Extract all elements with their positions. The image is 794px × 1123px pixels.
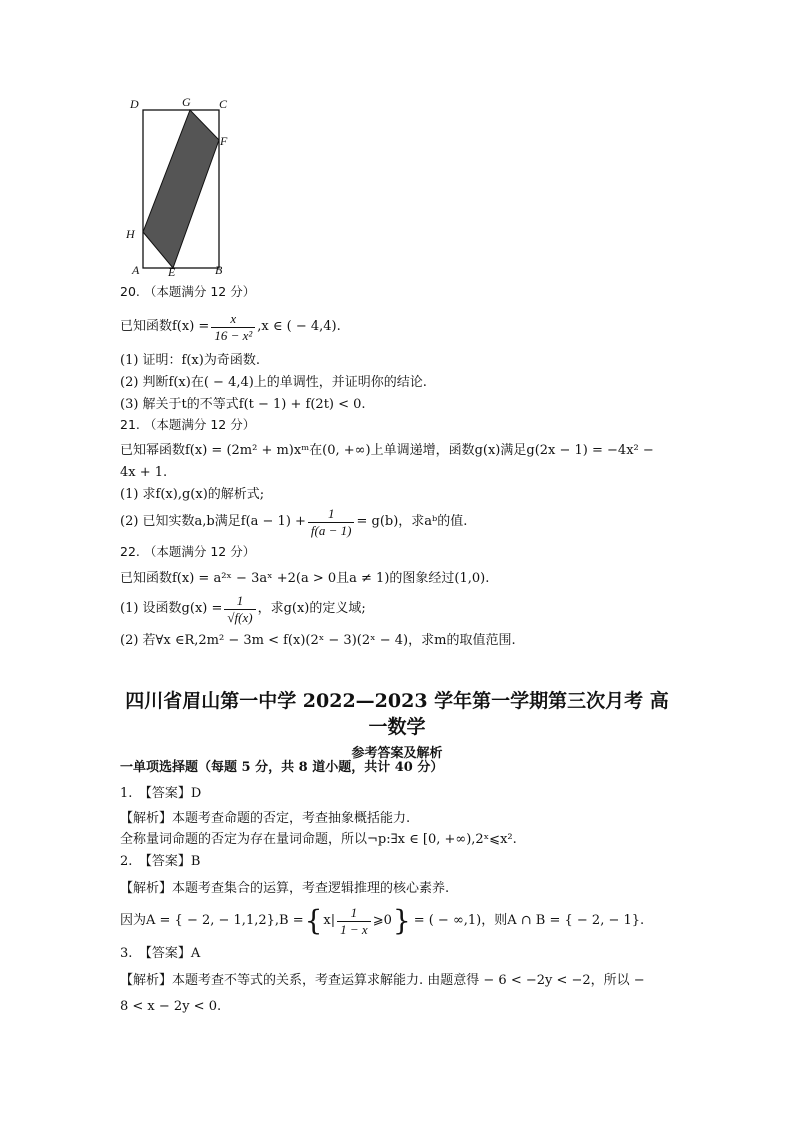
shaded-parallelogram-efgh [143, 110, 219, 268]
answer-1-explanation-2: 全称量词命题的否定为存在量词命题，所以¬p:∃x ∈ [0, +∞),2ˣ⩽x². [120, 832, 517, 847]
answer-title-line2: 一数学 [368, 716, 426, 738]
label-g: G [182, 95, 191, 109]
q22-part2: (2) 若∀x ∈R,2m² − 3m < f(x)(2ˣ − 3)(2ˣ − 4)，求m的取值范围. [120, 633, 516, 648]
q22-stem: 已知函数f(x) = a²ˣ − 3aˣ +2(a > 0且a ≠ 1)的图象经过(1,0). [120, 571, 490, 586]
q21-frac-num: 1 [308, 506, 355, 523]
answer-2-exp2-a: 因为A = { − 2, − 1,1,2},B = [120, 913, 304, 928]
q22-frac-den: √f(x) [227, 609, 253, 625]
q22-frac-num: 1 [224, 593, 255, 610]
q22-part1 [120, 588, 366, 630]
answer-3-explanation-1: 【解析】本题考查不等式的关系，考查运算求解能力. 由题意得 − 6 < −2y < −2，所以 − [120, 973, 645, 988]
answer-3: 3. 【答案】A [120, 946, 201, 961]
q20-part1: (1) 证明：f(x)为奇函数. [120, 353, 260, 368]
rectangle-parallelogram-figure [126, 92, 246, 282]
q21-frac-den: f(a − 1) [310, 522, 352, 538]
answer-2-exp2-b: = ( − ∞,1)，则A ∩ B = { − 2, − 1}. [413, 913, 645, 928]
right-brace: } [392, 904, 411, 937]
label-f: F [220, 134, 228, 148]
label-a: A [132, 263, 140, 277]
answer-2-explanation-1: 【解析】本题考查集合的运算，考查逻辑推理的核心素养. [120, 881, 450, 896]
label-b: B [215, 263, 223, 277]
q21-fraction [308, 506, 355, 539]
q22-part1-a: (1) 设函数g(x) = [120, 601, 223, 616]
q21-part2 [120, 502, 467, 542]
q20-header: 20. （本题满分 12 分） [120, 284, 256, 299]
q20-fraction [211, 311, 255, 344]
q21-part2-a: (2) 已知实数a,b满足f(a − 1) + [120, 514, 306, 529]
q21-stem-line2: 4x + 1. [120, 465, 168, 480]
q20-stem [120, 307, 341, 347]
q22-header: 22. （本题满分 12 分） [120, 544, 256, 559]
answer-2-explanation-2 [120, 900, 644, 942]
q20-frac-den: 16 − x² [214, 327, 253, 343]
answer-3-explanation-2: 8 < x − 2y < 0. [120, 999, 222, 1014]
set-builder-a: x| [323, 913, 336, 928]
q20-stem-b: ,x ∈ ( − 4,4). [257, 319, 341, 334]
q21-part1: (1) 求f(x),g(x)的解析式; [120, 487, 265, 502]
label-h: H [126, 227, 135, 241]
label-d: D [130, 97, 139, 111]
q21-stem-line1: 已知幂函数f(x) = (2m² + m)xᵐ在(0, +∞)上单调递增，函数g(x)满足g(2x − 1) = −4x² − [120, 443, 654, 458]
answer-subtitle: 参考答案及解析 [351, 746, 443, 761]
answer-1-explanation-1: 【解析】本题考查命题的否定，考查抽象概括能力. [120, 811, 411, 826]
answer-2-frac-den: 1 − x [340, 921, 368, 937]
q21-part2-b: = g(b)，求aᵇ的值. [356, 514, 468, 529]
q20-frac-num: x [211, 311, 255, 328]
q20-stem-a: 已知函数f(x) = [120, 319, 210, 334]
left-brace: { [304, 904, 323, 937]
answer-2-fraction [337, 905, 371, 938]
label-e: E [168, 265, 176, 279]
q20-part3: (3) 解关于t的不等式f(t − 1) + f(2t) < 0. [120, 397, 366, 412]
q22-fraction [224, 593, 255, 626]
answer-title-line1: 四川省眉山第一中学 2022—2023 学年第一学期第三次月考 高 [125, 690, 669, 712]
answer-2-frac-num: 1 [337, 905, 371, 922]
q22-part1-b: ，求g(x)的定义域; [257, 601, 366, 616]
answer-1: 1. 【答案】D [120, 786, 202, 801]
section-heading: 一单项选择题（每题 5 分，共 8 道小题，共计 40 分） [120, 760, 444, 775]
answer-2: 2. 【答案】B [120, 854, 201, 869]
set-builder-b: ⩾0 [372, 913, 392, 928]
q20-part2: (2) 判断f(x)在( − 4,4)上的单调性，并证明你的结论. [120, 375, 427, 390]
q21-header: 21. （本题满分 12 分） [120, 417, 256, 432]
label-c: C [219, 97, 228, 111]
